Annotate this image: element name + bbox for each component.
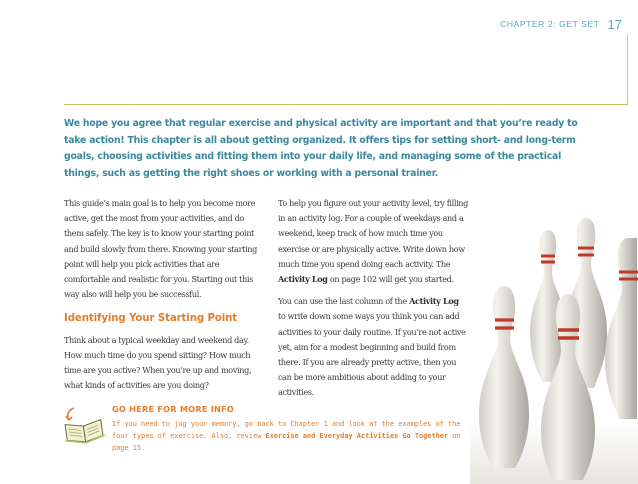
intro-paragraph: We hope you agree that regular exercise and physical activity are important and that you’re ready to take action! This chapter is all about getting organized. It offers tips for setting short- and long-term goals, choosing activities and fitting them into your daily life, and managing some of the practical things, such as getting the right shoes or working with a personal trainer. [64, 118, 578, 179]
section-heading: Identifying Your Starting Point [64, 313, 238, 325]
right-column [278, 196, 468, 401]
page-number: 17 [607, 16, 622, 32]
bowling-pins-image [470, 190, 638, 484]
activity-log-reference: Activity Log [278, 274, 328, 285]
tip-title: GO HERE FOR MORE INFO [112, 404, 234, 414]
vertical-divider [627, 34, 628, 104]
tip-link[interactable]: Exercise and Everyday Activities Go Together [265, 432, 449, 440]
horizontal-rule [64, 104, 628, 105]
left-paragraph-1: This guide’s main goal is to help you become more active, get the most from your activities, and do them safely. The key is to know your starting point and build slowly from there. Knowing your starting point will help you pick activities that are comfortable and realistic for you. Starting out this way also will help you be successful. [64, 198, 257, 300]
left-paragraph-2: Think about a typical weekday and weekend day. How much time do you spend sitting? How much time are you active? When you’re up and moving, what kinds of activities are you doing? [64, 334, 252, 391]
running-header [500, 14, 622, 34]
right-paragraph-1: To help you figure out your activity level, try filling in an activity log. For a couple of weekdays and a weekend, keep track of how much time you exercise or are physically active. Write down how much time you spend doing each activity. The Activity Log on page 102 will get you started. [278, 198, 469, 285]
activity-log-reference-2: Activity Log [409, 296, 459, 307]
right-paragraph-2: You can use the last column of the Activity Log to write down some ways you think you can add activities to your daily routine. If you’re not active yet, aim for a modest beginning and build from there. If you are already pretty active, then you can be more ambitious about adding to your activities. [278, 296, 466, 398]
chapter-title: CHAPTER 2: GET SET [500, 19, 600, 29]
open-book-icon [60, 404, 108, 444]
left-column [64, 196, 262, 393]
tip-text: If you need to jog your memory, go back to Chapter 1 and look at the examples of the four types of exercise. Also, review Exercise and Everyday Activities Go Together on page 15. [112, 420, 461, 452]
